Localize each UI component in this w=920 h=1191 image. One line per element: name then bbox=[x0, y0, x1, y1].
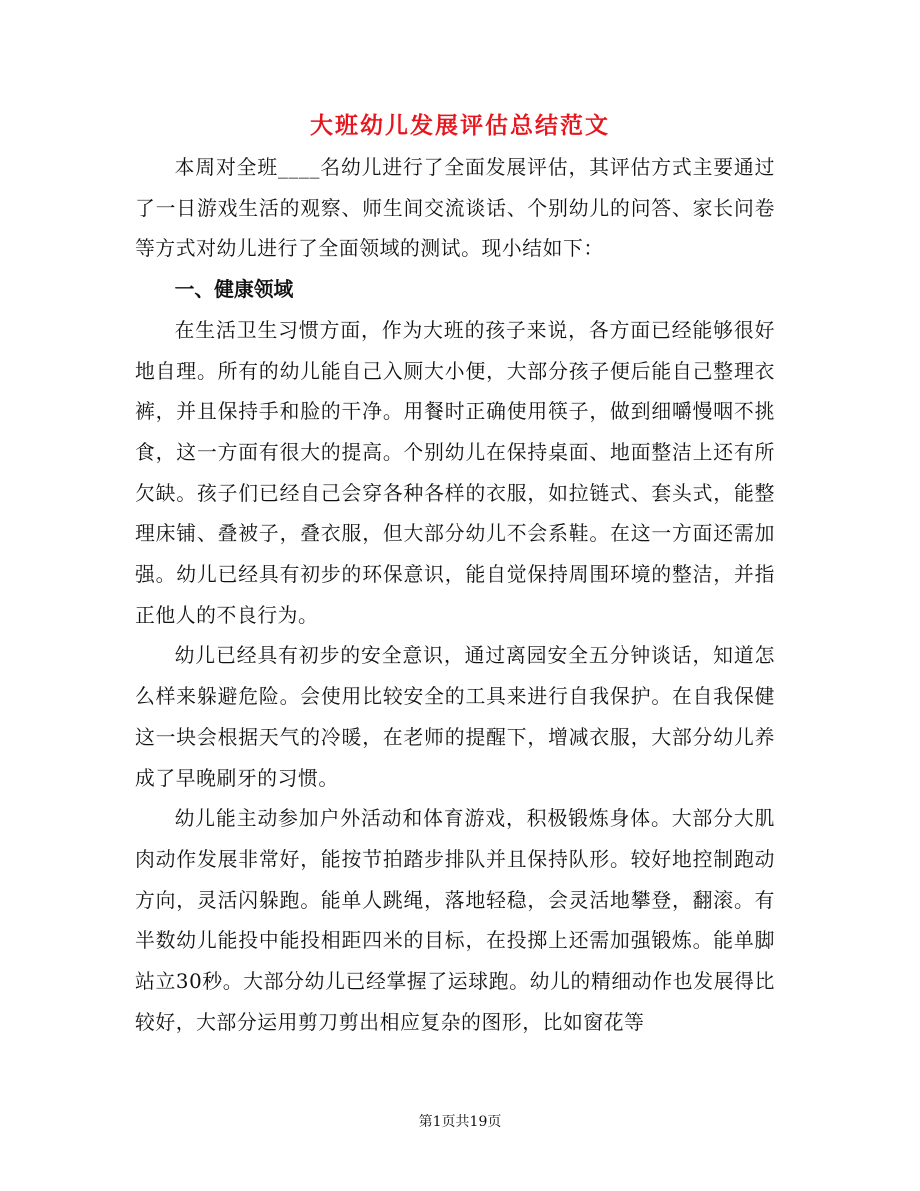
paragraph-hygiene: 在生活卫生习惯方面，作为大班的孩子来说，各方面已经能够很好地自理。所有的幼儿能自己入厕大小便，大部分孩子便后能自己整理衣裤，并且保持手和脸的干净。用餐时正确使用筷子，做到细嚼慢咽不挑食，这一方面有很大的提高。个别幼儿在保持桌面、地面整洁上还有所欠缺。孩子们已经自己会穿各种各样的衣服，如拉链式、套头式，能整理床铺、叠被子，叠衣服，但大部分幼儿不会系鞋。在这一方面还需加强。幼儿已经具有初步的环保意识，能自觉保持周围环境的整洁，并指正他人的不良行为。 bbox=[135, 318, 775, 627]
document-body bbox=[135, 148, 775, 1043]
document-title: 大班幼儿发展评估总结范文 bbox=[310, 112, 610, 139]
paragraph-physical: 幼儿能主动参加户外活动和体育游戏，积极锻炼身体。大部分大肌肉动作发展非常好，能按节拍踏步排队并且保持队形。较好地控制跑动方向，灵活闪躲跑。能单人跳绳，落地轻稳，会灵活地攀登，翻滚。有半数幼儿能投中能投相距四米的目标，在投掷上还需加强锻炼。能单脚站立30秒。大部分幼儿已经掌握了运球跑。幼儿的精细动作也发展得比较好，大部分运用剪刀剪出相应复杂的图形，比如窗花等 bbox=[135, 807, 775, 1034]
paragraph-safety: 幼儿已经具有初步的安全意识，通过离园安全五分钟谈话，知道怎么样来躲避危险。会使用比较安全的工具来进行自我保护。在自我保健这一块会根据天气的冷暖，在老师的提醒下，增减衣服，大部分幼儿养成了早晚刷牙的习惯。 bbox=[135, 644, 775, 790]
intro-paragraph: 本周对全班____名幼儿进行了全面发展评估，其评估方式主要通过了一日游戏生活的观察、师生间交流谈话、个别幼儿的问答、家长问卷等方式对幼儿进行了全面领域的测试。现小结如下： bbox=[135, 156, 775, 261]
page-number-footer: 第1页共19页 bbox=[418, 1114, 502, 1130]
section-heading-health: 一、健康领域 bbox=[174, 278, 294, 302]
